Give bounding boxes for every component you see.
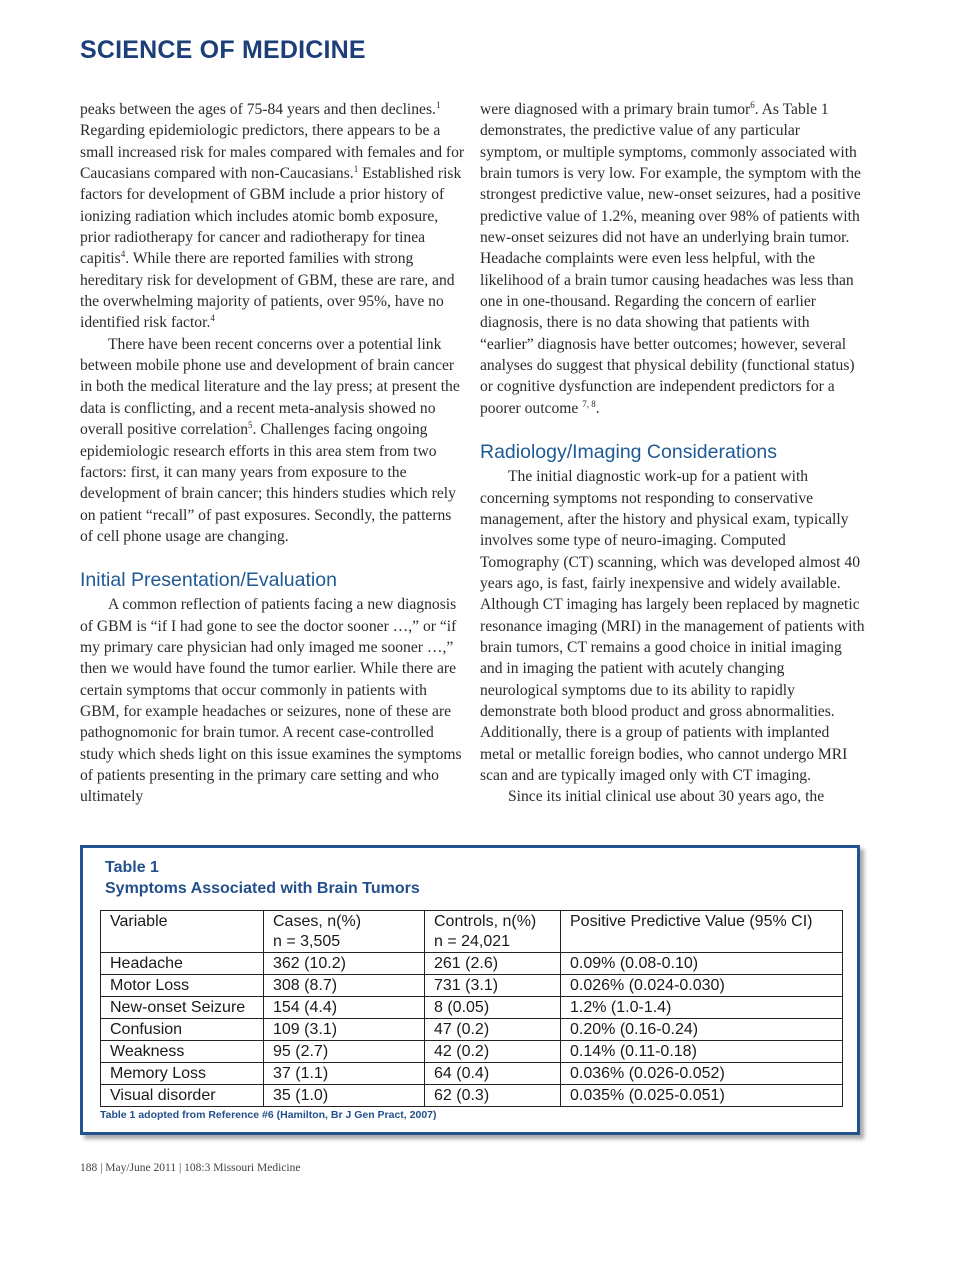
cell-variable: New-onset Seizure <box>101 997 264 1019</box>
header-controls: Controls, n(%) n = 24,021 <box>425 911 561 953</box>
table-1-box <box>80 845 860 1135</box>
right-column <box>480 99 865 808</box>
cell-variable: Memory Loss <box>101 1063 264 1085</box>
cell-controls: 8 (0.05) <box>425 997 561 1019</box>
cell-ppv: 0.035% (0.025-0.051) <box>561 1085 843 1107</box>
header-cases: Cases, n(%) n = 3,505 <box>264 911 425 953</box>
cell-variable: Weakness <box>101 1041 264 1063</box>
paragraph: peaks between the ages of 75-84 years and then declines.$^1$ Regarding epidemiologic predictors, there appears to be a small increased risk for males compared with females and for Caucasians compared with non-Caucasians.$^1$ Established risk factors for development of GBM include a prior history of ionizing radiation which includes atomic bomb exposure, prior radiotherapy for cancer and radiotherapy for tinea capitis$^4$. While there are reported families with strong hereditary risk for development of GBM, these are rare, and the overwhelming majority of patients, over 95%, have no identified risk factor.$^4$ <box>80 99 465 332</box>
cell-cases: 95 (2.7) <box>264 1041 425 1063</box>
paragraph: A common reflection of patients facing a new diagnosis of GBM is “if I had gone to see the doctor sooner …,” or “if my primary care physician had only imaged me sooner …,” then we would have found the tumor earlier. While there are certain symptoms that occur commonly in patients with GBM, for example headaches or seizures, none of these are pathognomonic for brain tumor. A recent case-controlled study which sheds light on this issue examines the symptoms of patients presenting in the primary care setting and who ultimately <box>80 596 462 806</box>
cell-controls: 42 (0.2) <box>425 1041 561 1063</box>
table-row <box>101 997 843 1019</box>
paragraph: The initial diagnostic work-up for a patient with concerning symptoms not responding to conservative management, after the history and physical exam, typically involves some type of neuro-imaging. Computed Tomography (CT) scanning, which was developed almost 40 years ago, is fast, fairly inexpensive and widely available. Although CT imaging has largely been replaced by magnetic resonance imaging (MRI) in the management of patients with brain tumors, CT remains a good choice in initial imaging and in imaging the patient with acutely changing neurological symptoms due to its ability to rapidly demonstrate both blood product and gross abnormalities. Additionally, there is a group of patients with implanted metal or metallic foreign bodies, who cannot undergo MRI scan and are typically imaged only with CT imaging. <box>480 468 865 784</box>
cell-variable: Visual disorder <box>101 1085 264 1107</box>
cell-cases: 109 (3.1) <box>264 1019 425 1041</box>
cell-cases: 35 (1.0) <box>264 1085 425 1107</box>
cell-variable: Confusion <box>101 1019 264 1041</box>
table-row <box>101 1019 843 1041</box>
table-row <box>101 1063 843 1085</box>
cell-cases: 37 (1.1) <box>264 1063 425 1085</box>
cell-ppv: 1.2% (1.0-1.4) <box>561 997 843 1019</box>
table-row <box>101 1085 843 1107</box>
table-row <box>101 1041 843 1063</box>
cell-variable: Headache <box>101 953 264 975</box>
section-title: SCIENCE OF MEDICINE <box>80 36 366 64</box>
cell-cases: 308 (8.7) <box>264 975 425 997</box>
cell-cases: 362 (10.2) <box>264 953 425 975</box>
cell-controls: 64 (0.4) <box>425 1063 561 1085</box>
cell-controls: 731 (3.1) <box>425 975 561 997</box>
cell-controls: 47 (0.2) <box>425 1019 561 1041</box>
paragraph: Since its initial clinical use about 30 years ago, the <box>508 788 825 806</box>
cell-ppv: 0.036% (0.026-0.052) <box>561 1063 843 1085</box>
table-row <box>101 975 843 997</box>
cell-variable: Motor Loss <box>101 975 264 997</box>
page-footer: 188 | May/June 2011 | 108:3 Missouri Medicine <box>80 1162 301 1174</box>
cell-ppv: 0.20% (0.16-0.24) <box>561 1019 843 1041</box>
table-row <box>101 953 843 975</box>
header-ppv: Positive Predictive Value (95% CI) <box>561 911 843 953</box>
header-variable: Variable <box>101 911 264 953</box>
table-title: Table 1 Symptoms Associated with Brain Tumors <box>105 859 420 897</box>
cell-controls: 62 (0.3) <box>425 1085 561 1107</box>
table-source-note: Table 1 adopted from Reference #6 (Hamilton, Br J Gen Pract, 2007) <box>100 1109 437 1121</box>
paragraph: There have been recent concerns over a potential link between mobile phone use and development of brain cancer in both the medical literature and the lay press; at present the data is conflicting, and a recent meta-analysis showed no overall positive correlation$^5$. Challenges facing ongoing epidemiologic research efforts in this area stem from two factors: first, it can many years from exposure to the development of brain cancer; this hinders studies which rely on patient “recall” of past exposures. Secondly, the patterns of cell phone usage are changing. <box>80 335 460 545</box>
section-heading: Initial Presentation/Evaluation <box>80 569 337 592</box>
section-heading: Radiology/Imaging Considerations <box>480 441 778 464</box>
table-header-row <box>101 911 843 953</box>
cell-cases: 154 (4.4) <box>264 997 425 1019</box>
cell-ppv: 0.09% (0.08-0.10) <box>561 953 843 975</box>
cell-ppv: 0.026% (0.024-0.030) <box>561 975 843 997</box>
symptoms-table <box>100 910 843 1107</box>
cell-controls: 261 (2.6) <box>425 953 561 975</box>
cell-ppv: 0.14% (0.11-0.18) <box>561 1041 843 1063</box>
paragraph: were diagnosed with a primary brain tumor$^6$. As Table 1 demonstrates, the predictive value of any particular symptom, or multiple symptoms, commonly associated with brain tumors is very low. For example, the symptom with the strongest predictive value, new-onset seizures, had a positive predictive value of 1.2%, meaning over 98% of patients with new-onset seizures did not have an underlying brain tumor. Headache complaints were even less helpful, with the likelihood of a brain tumor causing headaches was less than one in one-thousand. Regarding the concern of earlier diagnosis, there is no data showing that patients with “earlier” diagnosis have better outcomes; however, several analyses do suggest that physical debility (functional status) or cognitive dysfunction are independent predictors for a poorer outcome $^{7, 8}$. <box>480 99 861 417</box>
left-column <box>80 99 465 808</box>
